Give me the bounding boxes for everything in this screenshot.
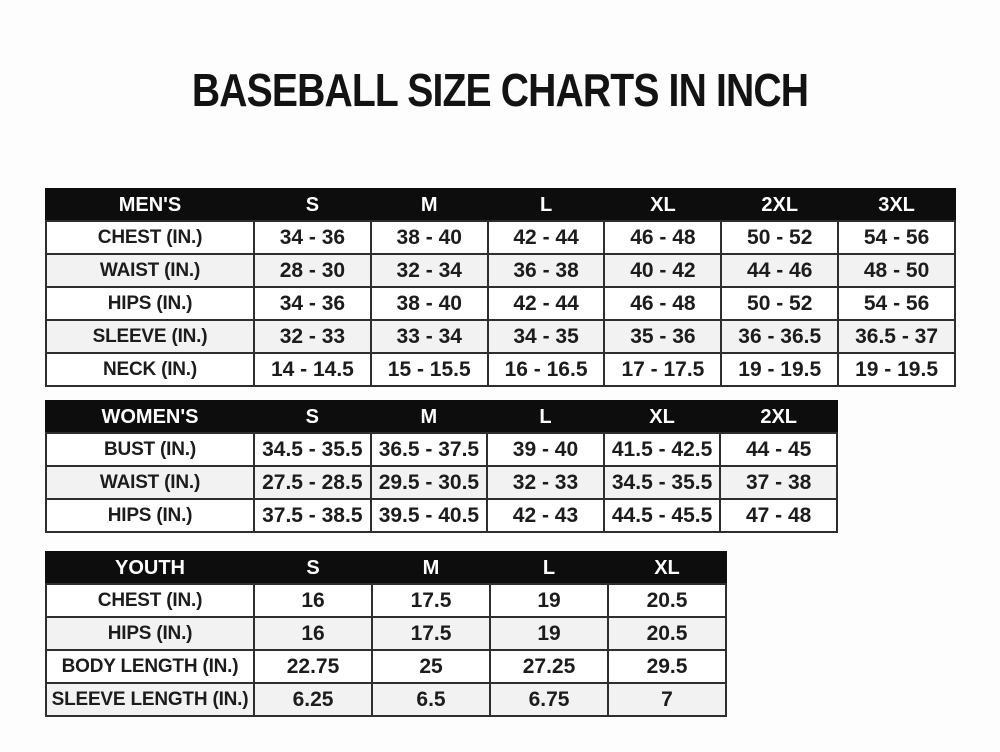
size-cell: 34.5 - 35.5 [254, 433, 371, 466]
size-cell: 14 - 14.5 [254, 353, 371, 386]
column-header-s: S [254, 401, 371, 433]
size-cell: 34.5 - 35.5 [604, 466, 721, 499]
column-header-xl: XL [604, 189, 721, 221]
row-label: CHEST (IN.) [46, 584, 254, 617]
row-label: BODY LENGTH (IN.) [46, 650, 254, 683]
size-cell: 37.5 - 38.5 [254, 499, 371, 532]
size-cell: 46 - 48 [604, 221, 721, 254]
womens-header-row [46, 401, 837, 433]
size-cell: 36 - 38 [488, 254, 605, 287]
size-cell: 32 - 33 [487, 466, 604, 499]
page-title: BASEBALL SIZE CHARTS IN INCH [191, 64, 809, 116]
size-cell: 33 - 34 [371, 320, 488, 353]
table-row-hips [46, 617, 726, 650]
table-row-sleeve [46, 320, 955, 353]
row-label: CHEST (IN.) [46, 221, 254, 254]
table-row-waist [46, 466, 837, 499]
column-header-m: M [372, 552, 490, 584]
size-cell: 15 - 15.5 [371, 353, 488, 386]
row-label: WAIST (IN.) [46, 254, 254, 287]
size-cell: 34 - 36 [254, 221, 371, 254]
column-header-l: L [490, 552, 608, 584]
row-label: HIPS (IN.) [46, 287, 254, 320]
youth-size-table [45, 551, 727, 717]
size-cell: 19 [490, 584, 608, 617]
size-cell: 32 - 33 [254, 320, 371, 353]
size-cell: 44 - 45 [720, 433, 837, 466]
size-cell: 19 - 19.5 [838, 353, 955, 386]
size-cell: 41.5 - 42.5 [604, 433, 721, 466]
size-cell: 22.75 [254, 650, 372, 683]
table-row-sleeve-length [46, 683, 726, 716]
table-row-bust [46, 433, 837, 466]
column-header-xl: XL [604, 401, 721, 433]
size-cell: 42 - 44 [488, 287, 605, 320]
row-label: BUST (IN.) [46, 433, 254, 466]
size-cell: 36.5 - 37 [838, 320, 955, 353]
table-row-chest [46, 584, 726, 617]
column-header-3xl: 3XL [838, 189, 955, 221]
size-cell: 34 - 35 [488, 320, 605, 353]
size-cell: 38 - 40 [371, 287, 488, 320]
size-cell: 50 - 52 [721, 221, 838, 254]
mens-table-title: MEN'S [46, 189, 254, 221]
size-cell: 6.25 [254, 683, 372, 716]
column-header-2xl: 2XL [721, 189, 838, 221]
size-cell: 35 - 36 [604, 320, 721, 353]
size-cell: 6.5 [372, 683, 490, 716]
column-header-m: M [371, 189, 488, 221]
row-label: NECK (IN.) [46, 353, 254, 386]
size-cell: 16 - 16.5 [488, 353, 605, 386]
column-header-l: L [487, 401, 604, 433]
table-row-neck [46, 353, 955, 386]
column-header-xl: XL [608, 552, 726, 584]
mens-header-row [46, 189, 955, 221]
size-cell: 39 - 40 [487, 433, 604, 466]
size-cell: 16 [254, 584, 372, 617]
size-cell: 17.5 [372, 584, 490, 617]
size-cell: 16 [254, 617, 372, 650]
size-cell: 34 - 36 [254, 287, 371, 320]
row-label: SLEEVE (IN.) [46, 320, 254, 353]
table-row-hips [46, 499, 837, 532]
size-cell: 46 - 48 [604, 287, 721, 320]
row-label: HIPS (IN.) [46, 499, 254, 532]
youth-header-row [46, 552, 726, 584]
size-cell: 38 - 40 [371, 221, 488, 254]
column-header-l: L [488, 189, 605, 221]
size-cell: 29.5 [608, 650, 726, 683]
size-cell: 27.25 [490, 650, 608, 683]
size-cell: 25 [372, 650, 490, 683]
size-cell: 19 - 19.5 [721, 353, 838, 386]
size-cell: 44.5 - 45.5 [604, 499, 721, 532]
column-header-s: S [254, 552, 372, 584]
column-header-2xl: 2XL [720, 401, 837, 433]
size-cell: 40 - 42 [604, 254, 721, 287]
table-row-hips [46, 287, 955, 320]
size-cell: 48 - 50 [838, 254, 955, 287]
size-cell: 17 - 17.5 [604, 353, 721, 386]
size-cell: 47 - 48 [720, 499, 837, 532]
size-cell: 44 - 46 [721, 254, 838, 287]
size-cell: 54 - 56 [838, 287, 955, 320]
size-cell: 42 - 43 [487, 499, 604, 532]
row-label: SLEEVE LENGTH (IN.) [46, 683, 254, 716]
size-cell: 28 - 30 [254, 254, 371, 287]
size-cell: 42 - 44 [488, 221, 605, 254]
row-label: WAIST (IN.) [46, 466, 254, 499]
size-cell: 7 [608, 683, 726, 716]
size-cell: 50 - 52 [721, 287, 838, 320]
row-label: HIPS (IN.) [46, 617, 254, 650]
size-cell: 19 [490, 617, 608, 650]
size-cell: 17.5 [372, 617, 490, 650]
column-header-s: S [254, 189, 371, 221]
table-row-body-length [46, 650, 726, 683]
size-cell: 37 - 38 [720, 466, 837, 499]
column-header-m: M [371, 401, 488, 433]
size-cell: 36 - 36.5 [721, 320, 838, 353]
size-cell: 29.5 - 30.5 [371, 466, 488, 499]
youth-table-title: YOUTH [46, 552, 254, 584]
size-cell: 54 - 56 [838, 221, 955, 254]
womens-size-table [45, 400, 838, 533]
table-row-waist [46, 254, 955, 287]
mens-size-table [45, 188, 956, 387]
size-cell: 36.5 - 37.5 [371, 433, 488, 466]
womens-table-title: WOMEN'S [46, 401, 254, 433]
size-cell: 39.5 - 40.5 [371, 499, 488, 532]
table-row-chest [46, 221, 955, 254]
size-cell: 6.75 [490, 683, 608, 716]
size-cell: 20.5 [608, 617, 726, 650]
size-cell: 20.5 [608, 584, 726, 617]
size-cell: 27.5 - 28.5 [254, 466, 371, 499]
size-cell: 32 - 34 [371, 254, 488, 287]
